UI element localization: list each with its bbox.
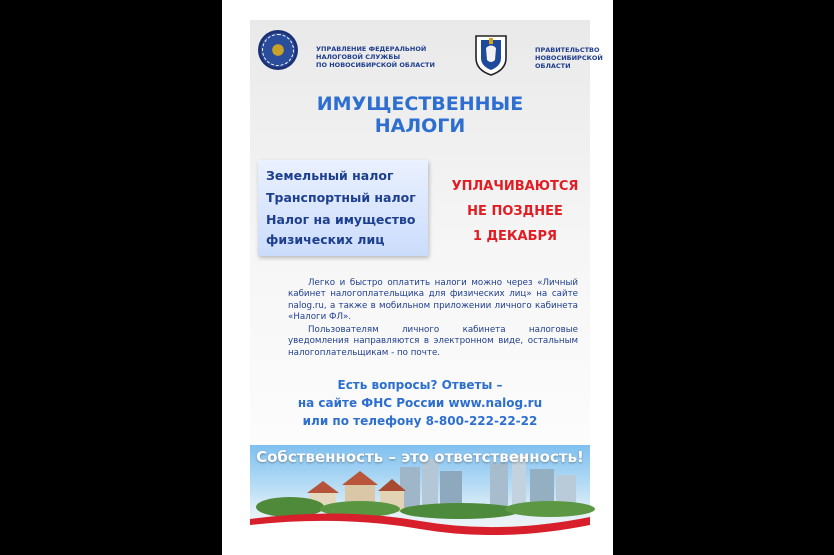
- document-page: [222, 0, 613, 555]
- tax-item: Налог на имущество: [266, 212, 416, 227]
- tax-item: Транспортный налог: [266, 190, 416, 205]
- tax-item: Земельный налог: [266, 168, 394, 183]
- tax-poster: [250, 20, 603, 535]
- tax-item: физических лиц: [266, 232, 385, 247]
- government-org-name: ПРАВИТЕЛЬСТВО НОВОСИБИРСКОЙ ОБЛАСТИ: [535, 46, 603, 70]
- novosibirsk-coat-of-arms-icon: [472, 34, 510, 76]
- paragraph-payment-info: Легко и быстро оплатить налоги можно через «Личный кабинет налогоплательщика для физических лиц» на сайте nalog.ru, а также в мобильном приложении личного кабинета «Налоги ФЛ».: [288, 278, 578, 322]
- fns-emblem-icon: [258, 30, 298, 70]
- deadline-notice: УПЛАЧИВАЮТСЯ НЕ ПОЗДНЕЕ 1 ДЕКАБРЯ: [451, 179, 579, 244]
- questions-line: Есть вопросы? Ответы –: [337, 378, 503, 392]
- poster-title: ИМУЩЕСТВЕННЫЕ НАЛОГИ: [316, 93, 524, 137]
- banner-slogan: Собственность – это ответственность!: [256, 448, 584, 466]
- fns-org-name: УПРАВЛЕНИЕ ФЕДЕРАЛЬНОЙ НАЛОГОВОЙ СЛУЖБЫ ПО НОВОСИБИРСКОЙ ОБЛАСТИ: [316, 45, 435, 69]
- phone-line: или по телефону 8-800-222-22-22: [302, 414, 538, 428]
- city-banner: [250, 445, 590, 535]
- website-line: на сайте ФНС России www.nalog.ru: [297, 396, 543, 410]
- tax-types-box: [258, 160, 428, 256]
- paragraph-notification-info: Пользователям личного кабинета налоговые уведомления направляются в электронном виде, остальным налогоплательщикам - по почте.: [288, 325, 578, 358]
